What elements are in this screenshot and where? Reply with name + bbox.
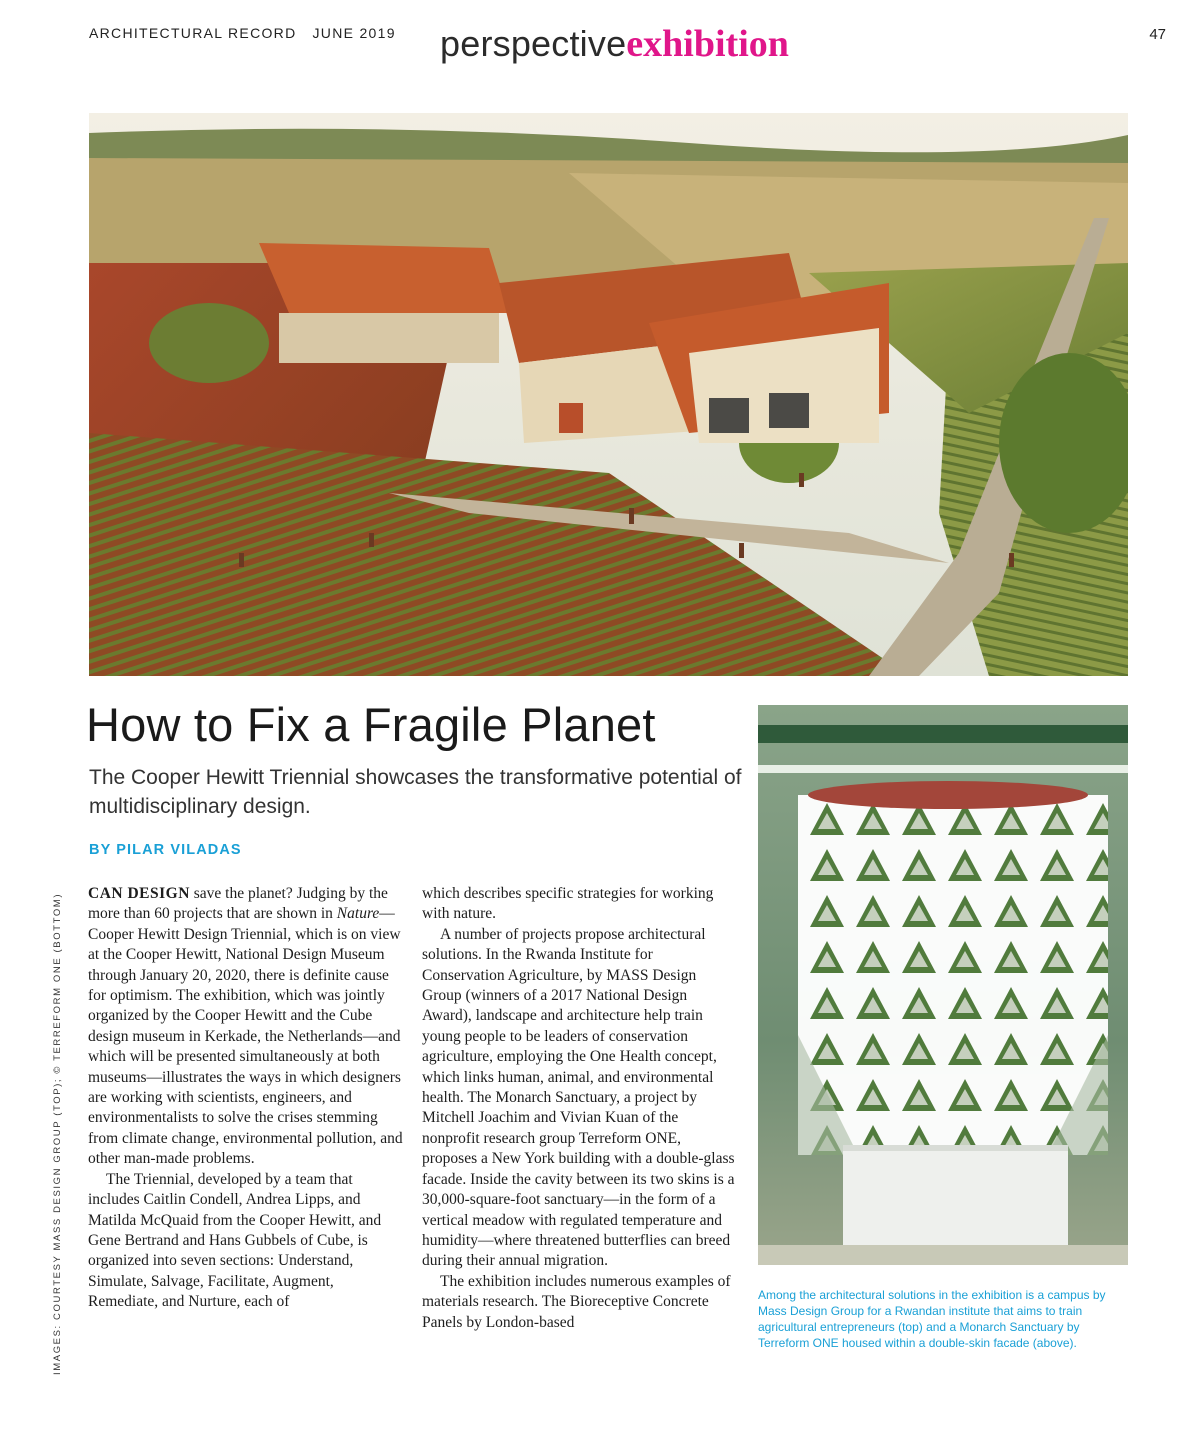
page-number: 47 <box>1149 26 1166 43</box>
body-paragraph: which describes specific strategies for working with nature. <box>422 885 714 923</box>
exhibition-title: Nature <box>336 905 380 923</box>
body-text: —Cooper Hewitt Design Triennial, which is on view at the Cooper Hewitt, National Design Museum through January 20, 2020, there is definite cause for optimism. The exhibition, which was jointly organized by the Cooper Hewitt and the Cube design museum in Kerkade, the Netherlands—and which will be presented simultaneously at both museums—illustrates the ways in which designers are working with scientists, engineers, and environmentalists to solve the crises stemming from climate change, environmental pollution, and other man-made problems. <box>88 905 403 1168</box>
inset-image <box>758 705 1128 1265</box>
article-deck: The Cooper Hewitt Triennial showcases the transformative potential of multidisciplinary design. <box>89 766 742 818</box>
lead-in: CAN DESIGN <box>88 885 190 902</box>
campus-rendering-illustration <box>89 113 1128 676</box>
section-title-light: perspective <box>440 23 627 64</box>
section-title-bold: exhibition <box>626 23 789 65</box>
photo-credit: IMAGES: COURTESY MASS DESIGN GROUP (TOP); © TERREFORM ONE (BOTTOM) <box>52 892 63 1375</box>
section-title <box>440 22 789 66</box>
hero-image <box>89 113 1128 676</box>
body-paragraph: The exhibition includes numerous examples of materials research. The Bioreceptive Concrete Panels by London-based <box>422 1272 731 1331</box>
body-column-2 <box>422 884 738 1333</box>
article-headline: How to Fix a Fragile Planet <box>86 698 656 751</box>
magazine-header <box>89 25 396 41</box>
issue-date: JUNE 2019 <box>312 25 396 41</box>
body-paragraph: A number of projects propose architectural solutions. In the Rwanda Institute for Conservation Agriculture, by MASS Design Group (winners of a 2017 National Design Award), landscape and architecture help train young people to be leaders of conservation agriculture, employing the One Health concept, which links human, animal, and environmental health. The Monarch Sanctuary, a project by Mitchell Joachim and Vivian Kuan of the nonprofit research group Terreform ONE, proposes a New York building with a double-glass facade. Inside the cavity between its two skins is a 30,000-square-foot sanctuary—in the form of a vertical meadow with regulated temperature and humidity—where threatened butterflies can breed during their annual migration. <box>422 925 735 1270</box>
magazine-name: ARCHITECTURAL RECORD <box>89 25 297 41</box>
body-paragraph <box>88 884 404 1170</box>
byline: BY PILAR VILADAS <box>89 842 242 858</box>
body-text: save the planet? Judging by the more than 60 projects that are shown in <box>88 885 388 923</box>
monarch-sanctuary-illustration <box>758 705 1128 1265</box>
body-paragraph: The Triennial, developed by a team that includes Caitlin Condell, Andrea Lipps, and Matilda McQuaid from the Cooper Hewitt, and Gene Bertrand and Hans Gubbels of Cube, is organized into seven sections: Understand, Simulate, Salvage, Facilitate, Augment, Remediate, and Nurture, each of <box>88 1170 382 1311</box>
body-column-1 <box>88 884 404 1313</box>
image-caption: Among the architectural solutions in the exhibition is a campus by Mass Design Group for a Rwandan institute that aims to train agricultural entrepreneurs (top) and a Monarch Sanctuary by Terreform ONE housed within a double-skin facade (above). <box>758 1288 1106 1350</box>
